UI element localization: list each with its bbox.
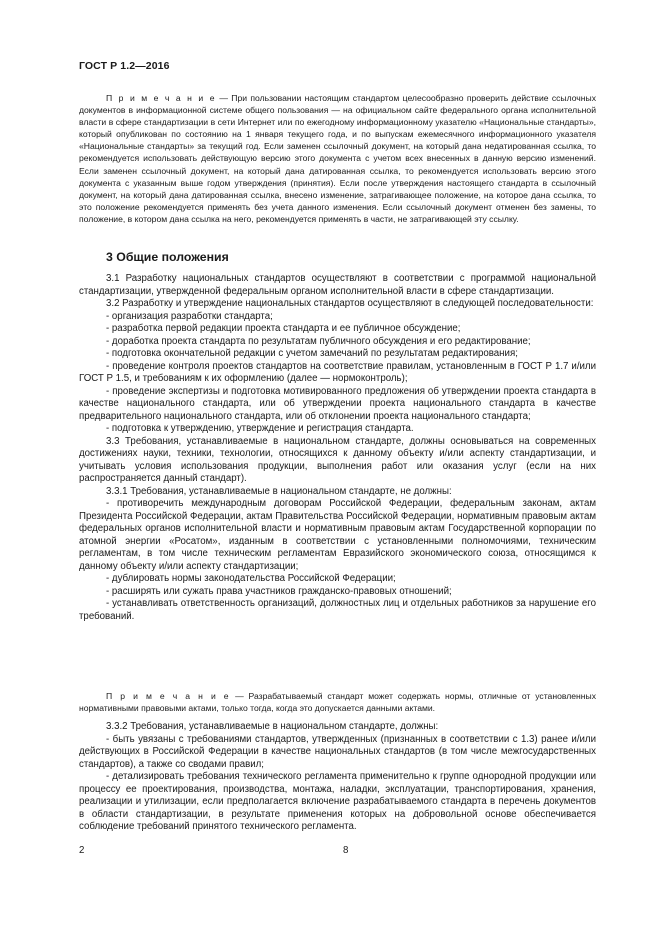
paragraph-3-1: 3.1 Разработку национальных стандартов осуществляют в соответствии с программой национальной стандартизации, утвержденной федеральным органом исполнительной власти в сфере стандартизации. [79, 273, 596, 297]
paragraph-3-2: 3.2 Разработку и утверждение национальных стандартов осуществляют в следующей последовательности: [106, 298, 594, 309]
list-item: - разработка первой редакции проекта стандарта и ее публичное обсуждение; [106, 323, 461, 334]
paragraph-3-3-2: 3.3.2 Требования, устанавливаемые в национальном стандарте, должны: [106, 721, 439, 732]
document-code: ГОСТ Р 1.2—2016 [79, 60, 170, 72]
section-body-continued [79, 721, 596, 834]
list-item: - дублировать нормы законодательства Российской Федерации; [106, 573, 396, 584]
page-number-left: 2 [79, 845, 85, 856]
list-item: - организация разработки стандарта; [106, 310, 273, 322]
section-body [79, 273, 596, 623]
list-item: - подготовка окончательной редакции с учетом замечаний по результатам редактирования; [106, 348, 518, 359]
section-title: 3 Общие положения [106, 250, 229, 264]
list-item: - доработка проекта стандарта по результатам публичного обсуждения и его редактирование; [106, 335, 531, 347]
note-label: П р и м е ч а н и е [106, 691, 231, 701]
paragraph-3-3: 3.3 Требования, устанавливаемые в национальном стандарте, должны основываться на современных достижениях науки, техники, технологии, относящихся к данному объекту и/или аспекту стандартизации, и учитывать условия использования продукции, выполнения работ или оказания услуг (если на них распространяется данный стандарт). [79, 435, 596, 484]
list-item: - быть увязаны с требованиями стандартов, утвержденных (признанных в соответствии с 1.3) ранее и/или действующих в Российской Федерации в качестве национальных стандартов (в том числе межгосударственных стандартов), а также со сводами правил; [79, 733, 596, 770]
list-item: - подготовка к утверждению, утверждение и регистрация стандарта. [106, 423, 414, 434]
paragraph-3-3-1: 3.3.1 Требования, устанавливаемые в национальном стандарте, не должны: [106, 485, 452, 497]
list-item: - устанавливать ответственность организаций, должностных лиц и отдельных работников за нарушение его требований. [79, 598, 596, 622]
note-text: — Разрабатываемый стандарт может содержать нормы, отличные от установленных нормативными правовыми актами, только тогда, когда это допускается данными актами. [79, 691, 596, 714]
list-item: - расширять или сужать права участников гражданско-правовых отношений; [106, 585, 452, 597]
note-label: П р и м е ч а н и е [106, 93, 217, 103]
list-item: - детализировать требования технического регламента применительно к группе однородной продукции или процессу ее проектирования, производства, монтажа, наладки, эксплуатации, транспортирования, хранения, реализации и утилизации, если предполагается включение разрабатываемого стандарта в перечень документов в области стандартизации, в результате применения которых на добровольной основе обеспечивается соблюдение требований принятого технического регламента. [79, 771, 596, 832]
list-item: - противоречить международным договорам Российской Федерации, федеральным законам, актам Президента Российской Федерации, актам Правительства Российской Федерации, нормативным правовым актам федеральных органов исполнительной власти и нормативным правовым актам Государственной корпорации по атомной энергии «Росатом», изданным в соответствии с установленными полномочиями, техническим регламентам, в том числе техническим регламентам Евразийского экономического союза, относящимся к данному объекту и/или аспекту стандартизации; [79, 498, 596, 572]
note-referenced-documents [79, 92, 596, 225]
list-item: - проведение контроля проектов стандартов на соответствие правилам, установленным в ГОСТ Р 1.7 и/или ГОСТ Р 1.5, и требованиям к их оформлению (далее — нормоконтроль); [79, 360, 596, 384]
list-item: - проведение экспертизы и подготовка мотивированного предложения об утверждении проекта стандарта в качестве национального стандарта, или об утверждении проекта национального стандарта в качестве предварительного национального стандарта, или об отклонении проекта национального стандарта; [79, 385, 596, 422]
page-number-center: 8 [343, 845, 349, 856]
note-text: — При пользовании настоящим стандартом целесообразно проверить действие ссылочных документов в информационной системе общего пользования — на официальном сайте федерального органа исполнительной власти в сфере стандартизации в сети Интернет или по ежегодному информационному указателю «Национальные стандарты», который опубликован по состоянию на 1 января текущего года, и по выпускам ежемесячного информационного указателя «Национальные стандарты» за текущий год. Если заменен ссылочный документ, на который дана недатированная ссылка, то рекомендуется использовать действующую версию этого документа с учетом всех внесенных в данную версию изменений. Если заменен ссылочный документ, на который дана датированная ссылка, то рекомендуется использовать версию этого документа с указанным выше годом утверждения (принятия). Если после утверждения настоящего стандарта в ссылочный документ, на который дана датированная ссылка, внесено изменение, затрагивающее положение, на которое дана ссылка, то это положение рекомендуется применять без учета данного изменения. Если ссылочный документ отменен без замены, то положение, в котором дана ссылка на него, рекомендуется применять в части, не затрагивающей эту ссылку. [79, 93, 597, 224]
note-normative-acts [79, 690, 596, 714]
